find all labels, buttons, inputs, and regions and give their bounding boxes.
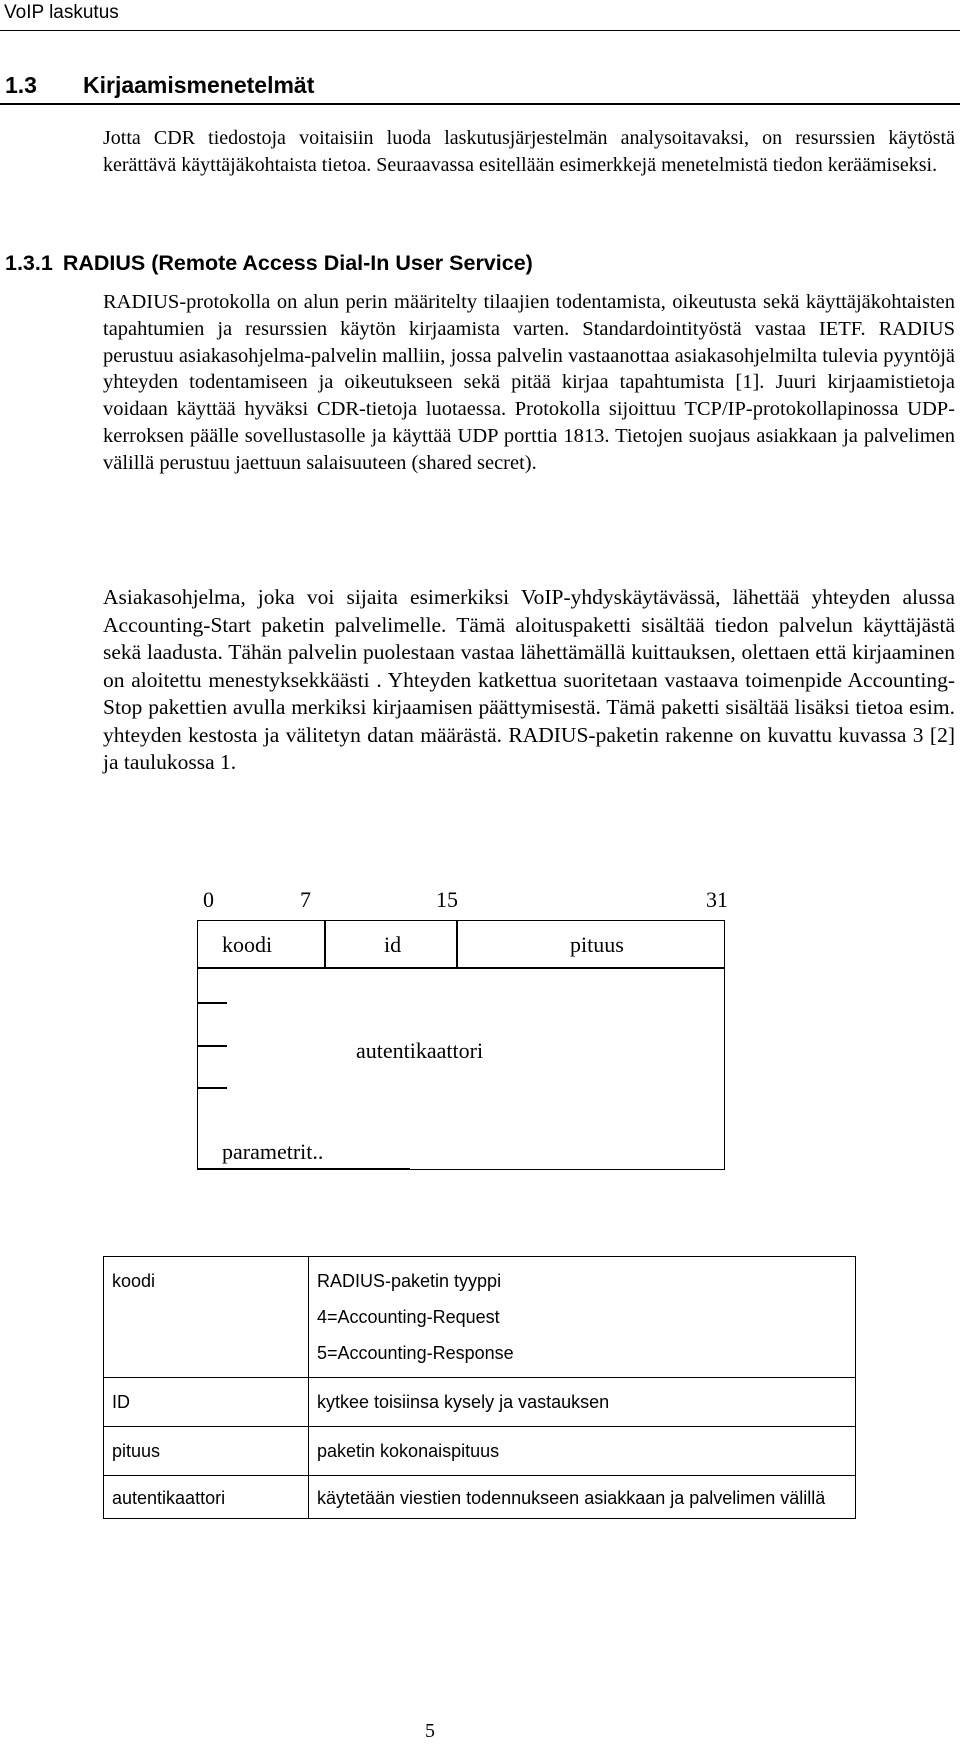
subsection-title: RADIUS (Remote Access Dial-In User Service) (62, 251, 533, 275)
section-rule (0, 103, 960, 105)
table-row (104, 1378, 856, 1427)
table-row (104, 1257, 856, 1378)
table-cell-field: pituus (104, 1427, 309, 1476)
section-title: Kirjaamismenetelmät (83, 72, 315, 98)
params-underline (197, 1168, 410, 1170)
subsection-number: 1.3.1 (5, 251, 53, 275)
table-desc-line: RADIUS-paketin tyyppi (317, 1271, 502, 1291)
header-rule (0, 30, 960, 31)
field-params: parametrit.. (222, 1139, 324, 1164)
subsection-heading (5, 248, 533, 278)
radius-paragraph-2: Asiakasohjelma, joka voi sijaita esimerkiksi VoIP-yhdyskäytävässä, lähettää yhteyden alussa Accounting-Start paketin palvelimelle. Tämä aloituspaketti sisältää tiedon palvelun käyttäjästä sekä laadusta. Tähän palvelin puolestaan vastaa lähettämällä kuittauksen, olettaen että kirjaaminen on aloitettu menestyksekkäästi . Yhteyden katkettua suoritetaan vastaava toimenpide Accounting-Stop pakettien avulla merkiksi kirjaamisen päättymisestä. Tämä paketti sisältää lisäksi tietoa esim. yhteyden kestosta ja välitetyn datan määrästä. RADIUS-paketin rakenne on kuvattu kuvassa 3 [2] ja taulukossa 1. (103, 585, 955, 774)
section-number: 1.3 (5, 72, 37, 98)
radius-fields-table (103, 1256, 856, 1519)
header-row-divider (197, 967, 725, 969)
field-length: pituus (570, 932, 624, 957)
authenticator-tick-3 (197, 1087, 227, 1089)
table-cell-field: koodi (104, 1257, 309, 1378)
table-cell-field: ID (104, 1378, 309, 1427)
table-cell-desc (309, 1257, 856, 1378)
table-cell-desc: käytetään viestien todennukseen asiakkaan ja palvelimen välillä (309, 1476, 856, 1519)
bit-scale-15: 15 (436, 887, 458, 912)
authenticator-tick-1 (197, 1002, 227, 1004)
page-number: 5 (425, 1720, 435, 1742)
field-authenticator: autentikaattori (356, 1038, 484, 1063)
field-id: id (384, 932, 402, 957)
bit-scale-0: 0 (203, 887, 214, 912)
field-divider-2 (456, 920, 458, 968)
field-code: koodi (222, 932, 273, 957)
field-divider-1 (324, 920, 326, 968)
authenticator-tick-2 (197, 1045, 227, 1047)
bit-scale-7: 7 (300, 887, 311, 912)
table-cell-desc: paketin kokonaispituus (309, 1427, 856, 1476)
bit-scale-31: 31 (706, 887, 728, 912)
section-intro-paragraph: Jotta CDR tiedostoja voitaisiin luoda laskutusjärjestelmän analysoitavaksi, on resurssien käytöstä kerättävä käyttäjäkohtaista tietoa. Seuraavassa esitellään esimerkkejä menetelmistä tiedon keräämiseksi. (103, 127, 955, 176)
section-heading (5, 70, 314, 100)
table-cell-desc: kytkee toisiinsa kysely ja vastauksen (309, 1378, 856, 1427)
table-desc-line: 4=Accounting-Request (317, 1307, 500, 1327)
table-row (104, 1476, 856, 1519)
table-desc-line: 5=Accounting-Response (317, 1343, 514, 1363)
table-cell-field: autentikaattori (104, 1476, 309, 1519)
running-header: VoIP laskutus (4, 2, 119, 23)
radius-paragraph-1: RADIUS-protokolla on alun perin määritelty tilaajien todentamista, oikeutusta sekä käyttäjäkohtaisten tapahtumien ja resurssien käytön kirjaamista varten. Standardointityöstä vastaa IETF. RADIUS perustuu asiakasohjelma-palvelin malliin, jossa palvelin vastaanottaa asiakasohjelmilta tulevia pyyntöjä yhteyden todentamiseen ja oikeutukseen sekä pitää kirjaa tapahtumista [1]. Juuri kirjaamistietoja voidaan käyttää hyväksi CDR-tietoja luotaessa. Protokolla sijoittuu TCP/IP-protokollapinossa UDP-kerroksen päälle sovellustasolle ja käyttää UDP porttia 1813. Tietojen suojaus asiakkaan ja palvelimen välillä perustuu jaettuun salaisuuteen (shared secret). (103, 291, 955, 474)
table-row (104, 1427, 856, 1476)
